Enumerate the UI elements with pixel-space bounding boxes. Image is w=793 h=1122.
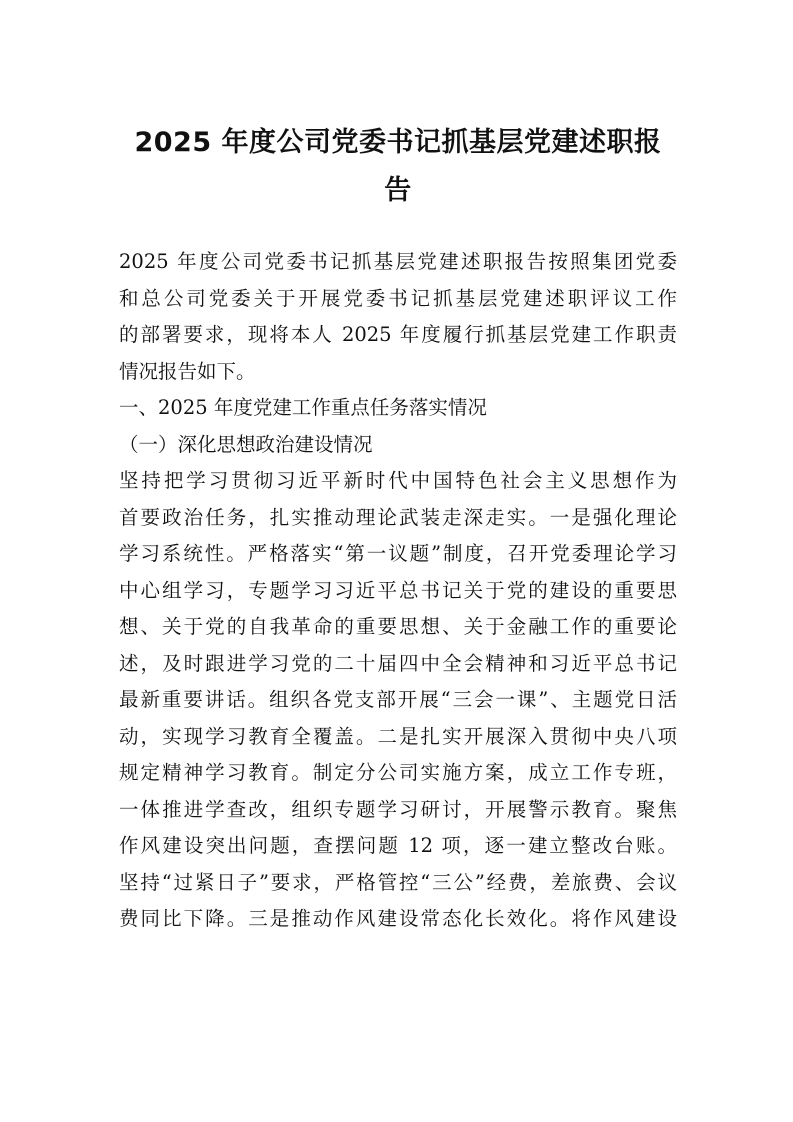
paragraph-line-9: 规定精神学习教育。制定分公司实施方案，成立工作专班， xyxy=(119,761,677,784)
intro-line-1: 2025 年度公司党委书记抓基层党建述职报告按照集团党委 xyxy=(119,250,677,273)
section-heading: 一、2025 年度党建工作重点任务落实情况 xyxy=(119,396,487,419)
document-body xyxy=(119,244,677,938)
paragraph-line-4: 中心组学习，专题学习习近平总书记关于党的建设的重要思 xyxy=(119,578,677,602)
title-line-2: 告 xyxy=(384,175,412,206)
intro-line-3: 的部署要求，现将本人 2025 年度履行抓基层党建工作职责 xyxy=(119,323,677,346)
document-title xyxy=(118,119,678,215)
intro-line-4: 情况报告如下。 xyxy=(119,359,256,383)
paragraph-line-12: 坚持“过紧日子”要求，严格管控“三公”经费，差旅费、会议 xyxy=(119,870,677,894)
paragraph-line-8: 动，实现学习教育全覆盖。二是扎实开展深入贯彻中央八项 xyxy=(119,724,677,748)
paragraph-line-6: 述，及时跟进学习党的二十届四中全会精神和习近平总书记 xyxy=(119,651,677,675)
intro-line-2: 和总公司党委关于开展党委书记抓基层党建述职评议工作 xyxy=(119,286,677,310)
paragraph-line-13: 费同比下降。三是推动作风建设常态化长效化。将作风建设 xyxy=(119,907,677,930)
paragraph-line-1: 坚持把学习贯彻习近平新时代中国特色社会主义思想作为 xyxy=(119,469,677,492)
subsection-heading: （一）深化思想政治建设情况 xyxy=(119,432,373,456)
paragraph-line-2: 首要政治任务，扎实推动理论武装走深走实。一是强化理论 xyxy=(119,505,677,529)
paragraph-line-3: 学习系统性。严格落实“第一议题”制度，召开党委理论学习 xyxy=(119,542,677,565)
paragraph-line-10: 一体推进学查改，组织专题学习研讨，开展警示教育。聚焦 xyxy=(119,797,677,821)
paragraph-line-11: 作风建设突出问题，查摆问题 12 项，逐一建立整改台账。 xyxy=(119,834,677,857)
paragraph-line-7: 最新重要讲话。组织各党支部开展“三会一课”、主题党日活 xyxy=(119,688,677,711)
title-line-1: 2025 年度公司党委书记抓基层党建述职报 xyxy=(134,127,662,158)
paragraph-line-5: 想、关于党的自我革命的重要思想、关于金融工作的重要论 xyxy=(119,615,677,638)
